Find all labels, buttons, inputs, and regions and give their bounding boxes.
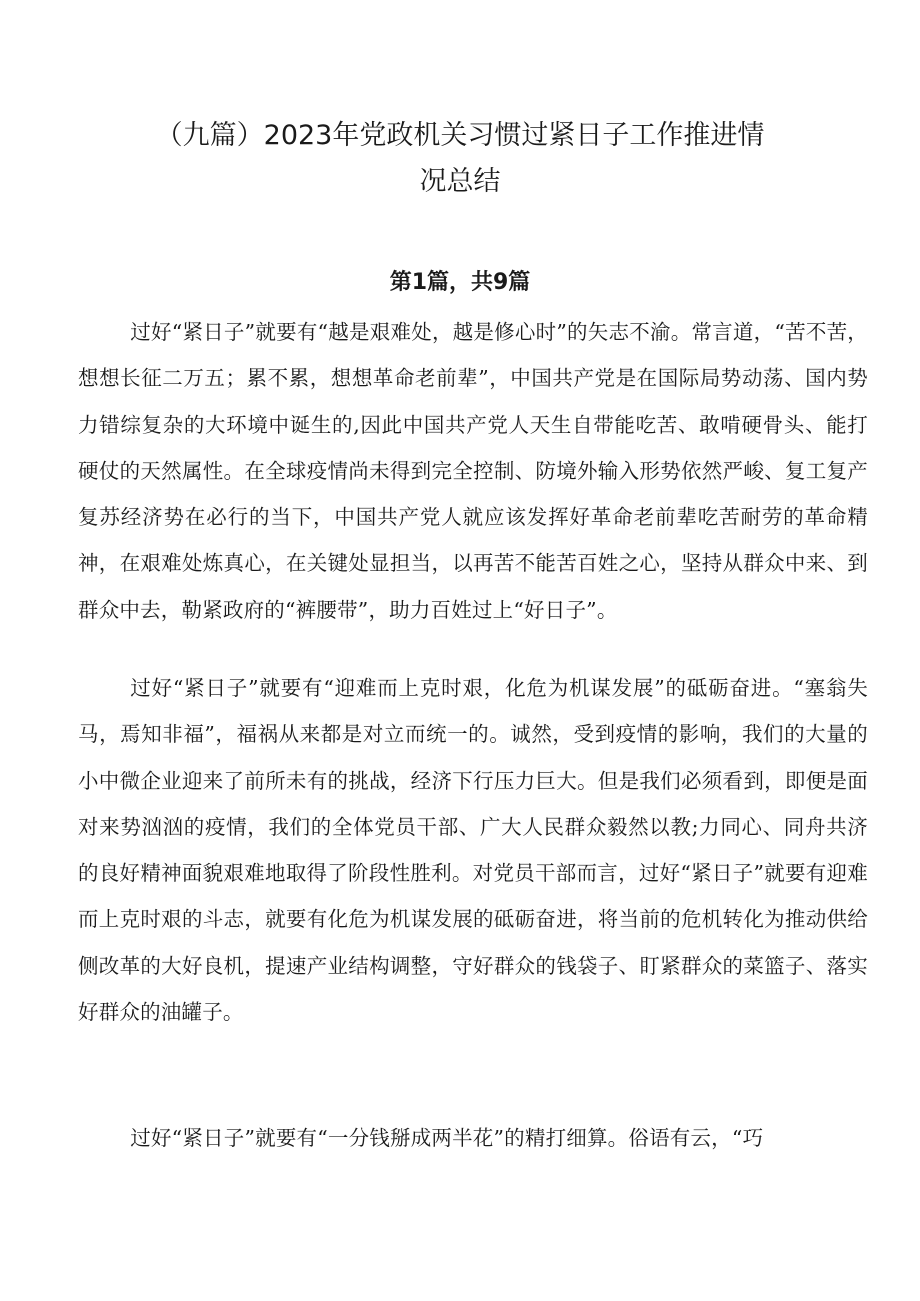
document-title-line-2: 况总结 (419, 166, 501, 197)
body-paragraph-3: 过好“紧日子”就要有“一分钱掰成两半花”的精打细算。俗语有云，“巧 (130, 1126, 764, 1150)
section-heading: 第1篇，共9篇 (389, 270, 531, 295)
document-title-line-1: （九篇）2023年党政机关习惯过紧日子工作推进情 (155, 120, 765, 151)
body-paragraph-2: 过好“紧日子”就要有“迎难而上克时艰，化危为机谋发展”的砥砺奋进。“塞翁失马，焉知非福”，福祸从来都是对立而统一的。诚然，受到疫情的影响，我们的大量的小中微企业迎来了前所未有的挑战，经济下行压力巨大。但是我们必须看到，即便是面对来势汹汹的疫情，我们的全体党员干部、广大人民群众毅然以教;力同心、同舟共济的良好精神面貌艰难地取得了阶段性胜利。对党员干部而言，过好“紧日子”就要有迎难而上克时艰的斗志，就要有化危为机谋发展的砥砺奋进，将当前的危机转化为推动供给侧改革的大好良机，提速产业结构调整，守好群众的钱袋子、盯紧群众的菜篮子、落实好群众的油罐子。 (78, 676, 868, 1025)
body-paragraph-1: 过好“紧日子”就要有“越是艰难处，越是修心时”的矢志不渝。常言道，“苦不苦，想想长征二万五；累不累，想想革命老前辈”，中国共产党是在国际局势动荡、国内势力错综复杂的大环境中诞生的,因此中国共产党人天生自带能吃苦、敢啃硬骨头、能打硬仗的天然属性。在全球疫情尚未得到完全控制、防境外输入形势依然严峻、复工复产复苏经济势在必行的当下，中国共产党人就应该发挥好革命老前辈吃苦耐劳的革命精神，在艰难处炼真心，在关键处显担当，以再苦不能苦百姓之心，坚持从群众中来、到群众中去，勒紧政府的“裤腰带”，助力百姓过上“好日子”。 (78, 320, 868, 622)
document-title (80, 113, 840, 205)
